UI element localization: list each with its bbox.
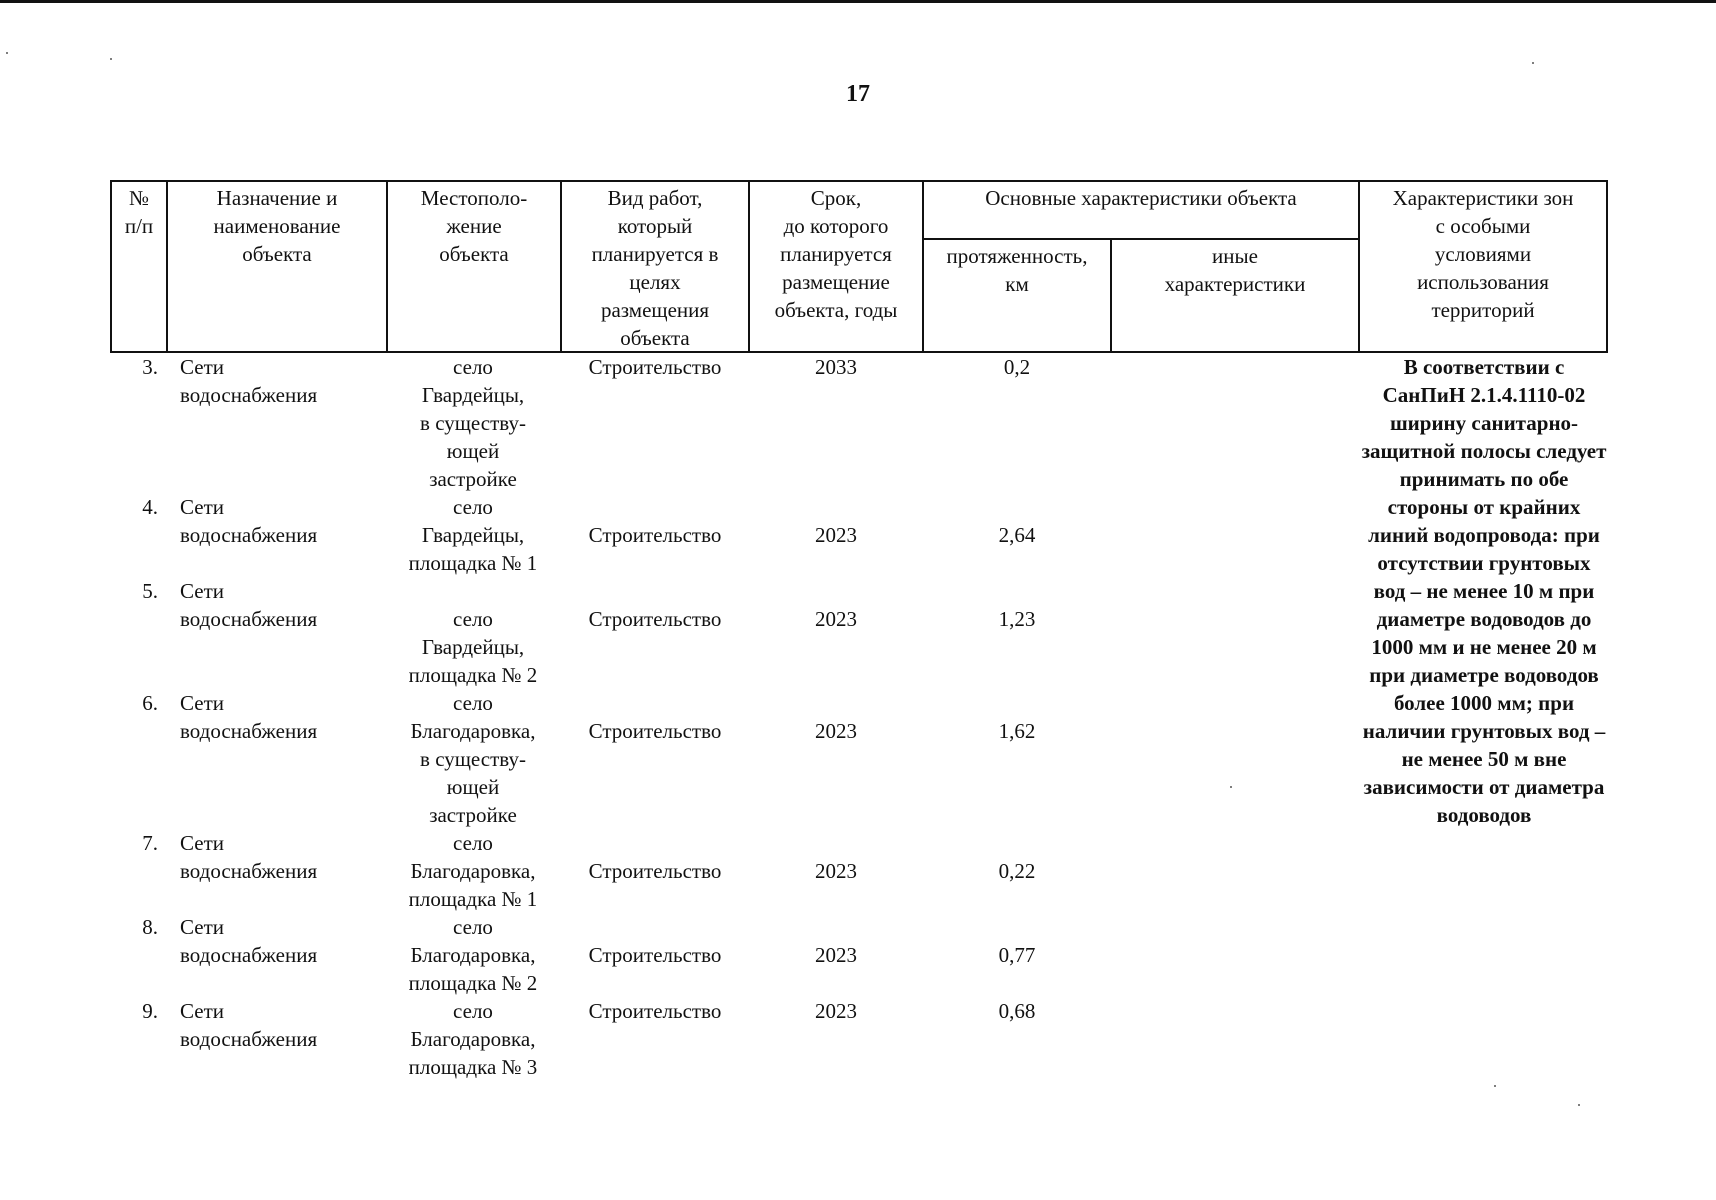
object-name: Сети водоснабжения	[180, 579, 318, 631]
header-length: протяженность, км	[946, 244, 1088, 296]
object-name: Сети водоснабжения	[180, 831, 318, 883]
zones-characteristics: В соответствии с СанПиН 2.1.4.1110-02 ширину санитарно-защитной полосы следует принимать по обе стороны от крайних линий водопровода: при отсутствии грунтовых вод – не менее 10 м при диаметре водоводов до 1000 мм и не менее 20 м при диаметре водоводов более 1000 мм; при наличии грунтовых вод – не менее 50 м вне зависимости от диаметра водоводов	[1361, 355, 1607, 827]
scan-speck	[1532, 62, 1534, 64]
length-km: 1,62	[998, 719, 1036, 743]
header-deadline: Срок, до которого планируется размещение объекта, годы	[774, 186, 898, 322]
scan-speck	[6, 52, 8, 54]
deadline-year: 2023	[815, 859, 857, 883]
row-number: 9.	[142, 999, 158, 1023]
row-number: 5.	[142, 579, 158, 603]
row-number: 6.	[142, 691, 158, 715]
work-type: Строительство	[588, 355, 722, 379]
header-main-characteristics: Основные характеристики объекта	[985, 186, 1297, 210]
table-header	[110, 180, 1608, 353]
header-col-rule	[560, 180, 562, 353]
header-col-rule	[110, 180, 112, 353]
object-location: село Гвардейцы, в существу- ющей застройке	[420, 355, 526, 491]
scan-speck	[1494, 1085, 1496, 1087]
page-number: 17	[846, 81, 870, 107]
deadline-year: 2023	[815, 607, 857, 631]
header-zones: Характеристики зон с особыми условиями использования территорий	[1392, 186, 1574, 322]
work-type: Строительство	[588, 523, 722, 547]
header-group-rule	[922, 238, 1358, 240]
length-km: 0,22	[998, 859, 1036, 883]
object-location: село Благодаровка, площадка № 1	[408, 831, 538, 911]
deadline-year: 2023	[815, 943, 857, 967]
header-num: № п/п	[124, 186, 154, 238]
object-location: село Благодаровка, площадка № 3	[408, 999, 538, 1079]
object-name: Сети водоснабжения	[180, 915, 318, 967]
length-km: 0,68	[998, 999, 1036, 1023]
length-km: 0,77	[998, 943, 1036, 967]
header-col-rule	[1606, 180, 1608, 353]
top-border-line	[0, 0, 1716, 3]
header-col-rule	[166, 180, 168, 353]
header-other-characteristics: иные характеристики	[1164, 244, 1306, 296]
work-type: Строительство	[588, 719, 722, 743]
object-name: Сети водоснабжения	[180, 495, 318, 547]
header-name: Назначение и наименование объекта	[213, 186, 341, 266]
length-km: 0,2	[1003, 355, 1031, 379]
length-km: 2,64	[998, 523, 1036, 547]
object-name: Сети водоснабжения	[180, 355, 318, 407]
header-col-rule	[748, 180, 750, 353]
header-col-rule	[1358, 180, 1360, 353]
header-top-rule	[110, 180, 1608, 182]
header-location: Местополо- жение объекта	[420, 186, 528, 266]
row-number: 3.	[142, 355, 158, 379]
work-type: Строительство	[588, 607, 722, 631]
scan-speck	[110, 58, 112, 60]
row-number: 4.	[142, 495, 158, 519]
object-location: село Благодаровка, в существу- ющей застройке	[410, 691, 536, 827]
row-number: 8.	[142, 915, 158, 939]
deadline-year: 2023	[815, 719, 857, 743]
header-work: Вид работ, который планируется в целях размещения объекта	[591, 186, 719, 350]
work-type: Строительство	[588, 999, 722, 1023]
object-name: Сети водоснабжения	[180, 999, 318, 1051]
length-km: 1,23	[998, 607, 1036, 631]
deadline-year: 2023	[815, 523, 857, 547]
deadline-year: 2033	[815, 355, 857, 379]
row-number: 7.	[142, 831, 158, 855]
work-type: Строительство	[588, 943, 722, 967]
scan-speck	[1578, 1104, 1580, 1106]
header-col-rule	[386, 180, 388, 353]
deadline-year: 2023	[815, 999, 857, 1023]
object-name: Сети водоснабжения	[180, 691, 318, 743]
object-location: село Благодаровка, площадка № 2	[408, 915, 538, 995]
work-type: Строительство	[588, 859, 722, 883]
header-col-rule	[922, 180, 924, 353]
object-location: село Гвардейцы, площадка № 2	[408, 607, 538, 687]
scan-speck	[1230, 786, 1232, 788]
object-location: село Гвардейцы, площадка № 1	[408, 495, 538, 575]
header-col-rule	[1110, 238, 1112, 353]
